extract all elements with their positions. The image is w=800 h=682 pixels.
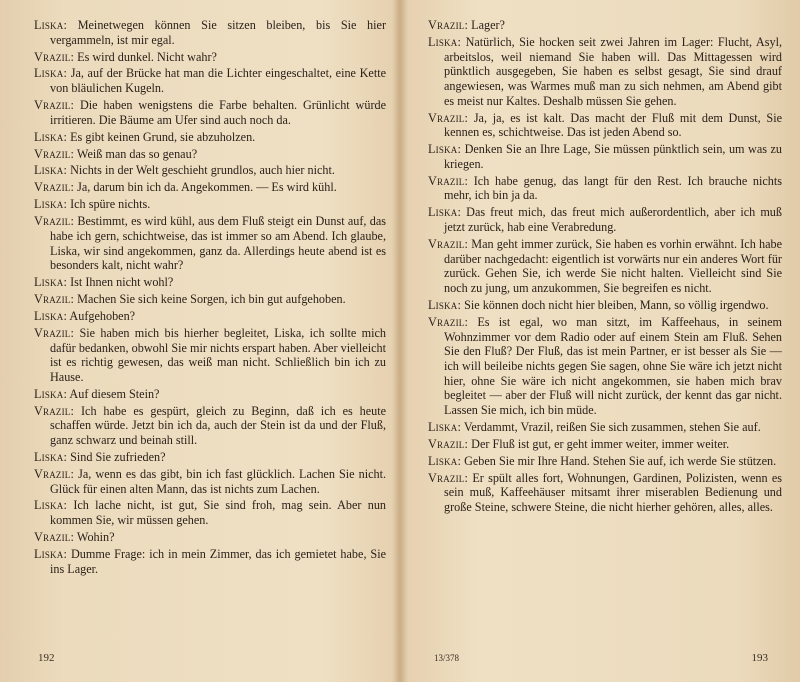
dialogue-line — [34, 467, 386, 496]
dialogue-line — [428, 111, 782, 140]
dialogue-text: Ich spüre nichts. — [70, 197, 151, 212]
speaker-name: Liska: — [428, 142, 462, 157]
speaker-name: Liska: — [34, 498, 68, 513]
dialogue-line — [34, 50, 386, 65]
dialogue-line — [34, 130, 386, 145]
speaker-name: Vrazil: — [428, 173, 469, 188]
dialogue-text: Ist Ihnen nicht wohl? — [70, 275, 174, 290]
dialogue-line — [34, 18, 386, 47]
speaker-name: Vrazil: — [428, 110, 469, 125]
dialogue-line — [34, 66, 386, 95]
dialogue-text: Ja, darum bin ich da. Angekommen. — Es wird kühl. — [77, 180, 337, 195]
dialogue-text: Machen Sie sich keine Sorgen, ich bin gut aufgehoben. — [77, 292, 346, 307]
speaker-name: Liska: — [34, 18, 68, 32]
dialogue-text: Nichts in der Welt geschieht grundlos, auch hier nicht. — [70, 163, 335, 178]
speaker-name: Liska: — [428, 205, 462, 220]
speaker-name: Liska: — [34, 546, 68, 561]
speaker-name: Liska: — [428, 297, 462, 312]
dialogue-line — [34, 450, 386, 465]
dialogue-line — [34, 498, 386, 527]
speaker-name: Vrazil: — [34, 466, 75, 481]
dialogue-line — [428, 471, 782, 515]
speaker-name: Vrazil: — [34, 49, 75, 64]
dialogue-line — [34, 387, 386, 402]
dialogue-text: Man geht immer zurück, Sie haben es vorhin erwähnt. Ich habe darüber nachgedacht: eigentlich ist vorwärts nur ein anderes Wort für zurück. Gehen Sie, ich werde Sie nicht halten. Vielleicht sind Sie noch zu jung, um anzukommen, Sie begreifen es nicht. — [444, 236, 782, 296]
dialogue-line — [34, 326, 386, 385]
dialogue-text: Ja, ja, es ist kalt. Das macht der Fluß mit dem Dunst, Sie kennen es, schichtweise. Das ist jeden Abend so. — [444, 110, 783, 140]
dialogue-text: Ja, wenn es das gibt, bin ich fast glücklich. Lachen Sie nicht. Glück für einen alten Mann, das ist nichts zum Lachen. — [50, 466, 387, 496]
dialogue-text: Der Fluß ist gut, er geht immer weiter, immer weiter. — [471, 436, 730, 451]
dialogue-text: Geben Sie mir Ihre Hand. Stehen Sie auf, ich werde Sie stützen. — [464, 453, 777, 468]
dialogue-line — [34, 163, 386, 178]
speaker-name: Vrazil: — [34, 292, 75, 307]
dialogue-text: Sind Sie zufrieden? — [70, 449, 166, 464]
dialogue-text: Verdammt, Vrazil, reißen Sie sich zusammen, stehen Sie auf. — [463, 419, 761, 434]
speaker-name: Vrazil: — [428, 470, 469, 485]
dialogue-text: Es ist egal, wo man sitzt, im Kaffeehaus, in seinem Wohnzimmer vor dem Radio oder auf einem Stein am Fluß. Sehen Sie den Fluß? Der Fluß, das ist mein Partner, er ist besser als Sie — ich will beileibe nichts gegen Sie sagen, ohne Sie wäre ich jetzt nicht hier, ohne Sie wäre ich nicht angekommen, sie haben mich brav begleitet — aber der Fluß will nicht zurück, der kennt das gar nicht. Lassen Sie mich, ich bin müde. — [444, 314, 783, 418]
speaker-name: Liska: — [34, 163, 68, 178]
dialogue-line — [428, 454, 782, 469]
dialogue-line — [428, 142, 782, 171]
dialogue-text: Ich lache nicht, ist gut, Sie sind froh, mag sein. Aber nun kommen Sie, wir müssen gehen. — [50, 498, 387, 528]
dialogue-line — [428, 315, 782, 418]
right-page — [428, 18, 782, 668]
dialogue-line — [428, 174, 782, 203]
dialogue-line — [34, 197, 386, 212]
dialogue-line — [34, 180, 386, 195]
speaker-name: Liska: — [34, 129, 68, 144]
speaker-name: Vrazil: — [428, 436, 469, 451]
left-page — [34, 18, 386, 668]
dialogue-line — [34, 98, 386, 127]
speaker-name: Liska: — [34, 197, 68, 212]
speaker-name: Liska: — [428, 34, 462, 49]
speaker-name: Vrazil: — [34, 530, 75, 545]
speaker-name: Liska: — [34, 66, 68, 81]
dialogue-line — [34, 147, 386, 162]
dialogue-line — [34, 309, 386, 324]
dialogue-text: Sie können doch nicht hier bleiben, Mann, so völlig irgendwo. — [464, 297, 769, 312]
dialogue-text: Meinetwegen können Sie sitzen bleiben, bis Sie hier vergammeln, ist mir egal. — [50, 18, 387, 47]
dialogue-text: Denken Sie an Ihre Lage, Sie müssen pünktlich sein, um was zu kriegen. — [444, 142, 783, 171]
speaker-name: Liska: — [34, 449, 68, 464]
dialogue-text: Das freut mich, das freut mich außerordentlich, aber ich muß jetzt zurück, hab eine Verabredung. — [444, 205, 782, 235]
speaker-name: Liska: — [34, 275, 68, 290]
dialogue-text: Auf diesem Stein? — [69, 386, 160, 401]
dialogue-line — [34, 547, 386, 576]
speaker-name: Vrazil: — [34, 146, 75, 161]
dialogue-line — [34, 404, 386, 448]
speaker-name: Vrazil: — [34, 98, 75, 113]
dialogue-line — [428, 35, 782, 109]
dialogue-text: Es wird dunkel. Nicht wahr? — [77, 49, 217, 64]
speaker-name: Liska: — [428, 453, 462, 468]
dialogue-text: Er spült alles fort, Wohnungen, Gardinen, Polizisten, wenn es sein muß, Kaffeehäuser mitsamt ihrer miserablen Bedienung und große Steine, schwere Steine, die nicht hierher gehören, alles, alles. — [444, 470, 782, 515]
page-number-right: 193 — [751, 652, 768, 665]
dialogue-line — [428, 437, 782, 452]
speaker-name: Vrazil: — [428, 236, 469, 251]
dialogue-text: Weiß man das so genau? — [76, 146, 198, 161]
dialogue-line — [428, 298, 782, 313]
dialogue-text: Ich habe es gespürt, gleich zu Beginn, daß ich es heute schaffen würde. Jetzt bin ich da, auch der Stein ist da und der Fluß, ganz schwarz und beinah still. — [50, 403, 387, 448]
dialogue-text: Dumme Frage: ich in mein Zimmer, das ich gemietet habe, Sie ins Lager. — [50, 546, 386, 576]
signature-mark: 13/378 — [434, 653, 460, 664]
speaker-name: Liska: — [34, 386, 68, 401]
speaker-name: Vrazil: — [34, 180, 75, 195]
speaker-name: Vrazil: — [428, 18, 469, 32]
dialogue-text: Bestimmt, es wird kühl, aus dem Fluß steigt ein Dunst auf, das habe ich gern, schichtweise, das ist immer so am Abend. Ich glaube, Liska, wir sind angekommen, ganz da. Allerdings heute abend ist es besonders kalt, nicht wahr? — [50, 214, 387, 273]
dialogue-line — [34, 214, 386, 273]
dialogue-text: Es gibt keinen Grund, sie abzuholzen. — [70, 129, 256, 144]
dialogue-text: Natürlich, Sie hocken seit zwei Jahren im Lager: Flucht, Asyl, arbeitslos, weil niemand Sie haben will. Das Mittagessen wird pünktlich ausgegeben, Sie haben es selbst gesagt, Sie sind drauf angewiesen, was Warmes muß man zu sich nehmen, am Abend gibt es meist nur Kaltes. Deshalb müssen Sie gehen. — [444, 34, 782, 108]
dialogue-text: Ja, auf der Brücke hat man die Lichter eingeschaltet, eine Kette von bläulichen Kugeln. — [50, 66, 386, 96]
page-number-left: 192 — [38, 652, 55, 665]
speaker-name: Vrazil: — [34, 403, 75, 418]
dialogue-line — [34, 275, 386, 290]
dialogue-text: Wohin? — [76, 530, 115, 545]
dialogue-text: Sie haben mich bis hierher begleitet, Liska, ich sollte mich dafür bedanken, obwohl Sie mir nichts erspart haben. Aber vielleicht ist es richtig gewesen, das weiß man nicht. Schließlich bin ich zu Hause. — [50, 325, 387, 384]
dialogue-text: Aufgehoben? — [69, 308, 136, 323]
dialogue-text: Die haben wenigstens die Farbe behalten. Grünlicht würde irritieren. Die Bäume am Ufer sind auch noch da. — [50, 98, 387, 127]
dialogue-text: Ich habe genug, das langt für den Rest. Ich brauche nichts mehr, ich bin ja da. — [444, 173, 783, 203]
speaker-name: Liska: — [428, 419, 462, 434]
dialogue-line — [428, 237, 782, 296]
left-dialogue — [34, 18, 386, 576]
dialogue-line — [428, 18, 782, 33]
dialogue-line — [34, 530, 386, 545]
speaker-name: Vrazil: — [34, 214, 75, 229]
speaker-name: Liska: — [34, 308, 68, 323]
right-dialogue — [428, 18, 782, 515]
speaker-name: Vrazil: — [34, 325, 75, 340]
dialogue-line — [34, 292, 386, 307]
dialogue-text: Lager? — [471, 18, 505, 32]
speaker-name: Vrazil: — [428, 314, 469, 329]
dialogue-line — [428, 420, 782, 435]
dialogue-line — [428, 205, 782, 234]
